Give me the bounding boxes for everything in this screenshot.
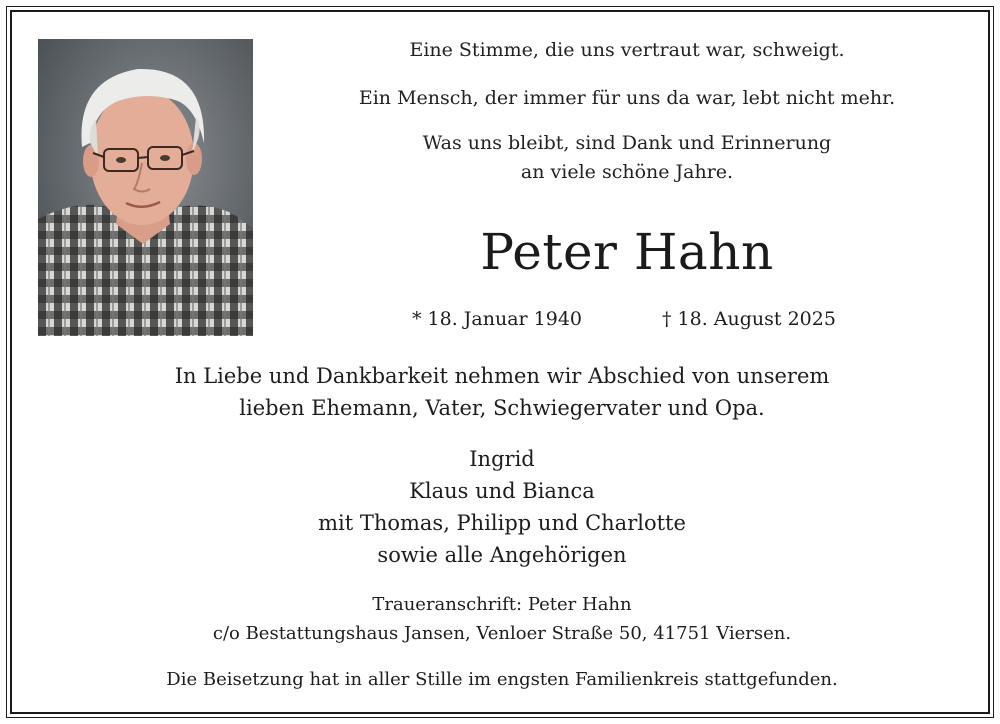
obituary-notice: [10, 10, 990, 714]
verse-line-1: Eine Stimme, die uns vertraut war, schweigt.: [409, 39, 845, 61]
address-line-1: Traueranschrift: Peter Hahn: [372, 594, 632, 615]
deceased-name: Peter Hahn: [480, 223, 774, 281]
family-member: mit Thomas, Philipp und Charlotte: [318, 511, 686, 535]
family-member: Ingrid: [469, 447, 535, 471]
portrait-photo: [38, 39, 253, 336]
portrait-illustration: [38, 39, 253, 336]
farewell-line-1: In Liebe und Dankbarkeit nehmen wir Abschied von unserem: [174, 364, 830, 388]
birth-date: * 18. Januar 1940: [412, 308, 583, 330]
family-member: sowie alle Angehörigen: [377, 543, 627, 567]
farewell-line-2: lieben Ehemann, Vater, Schwiegervater und Opa.: [239, 396, 765, 420]
closing-note: Die Beisetzung hat in aller Stille im engsten Familienkreis stattgefunden.: [166, 669, 838, 690]
family-member: Klaus und Bianca: [409, 479, 595, 503]
verse-line-2: Ein Mensch, der immer für uns da war, lebt nicht mehr.: [358, 87, 896, 109]
death-date: † 18. August 2025: [662, 308, 836, 330]
verse-line-3: Was uns bleibt, sind Dank und Erinnerung: [422, 132, 832, 154]
verse-line-4: an viele schöne Jahre.: [520, 161, 734, 183]
address-line-2: c/o Bestattungshaus Jansen, Venloer Straße 50, 41751 Viersen.: [212, 623, 792, 644]
